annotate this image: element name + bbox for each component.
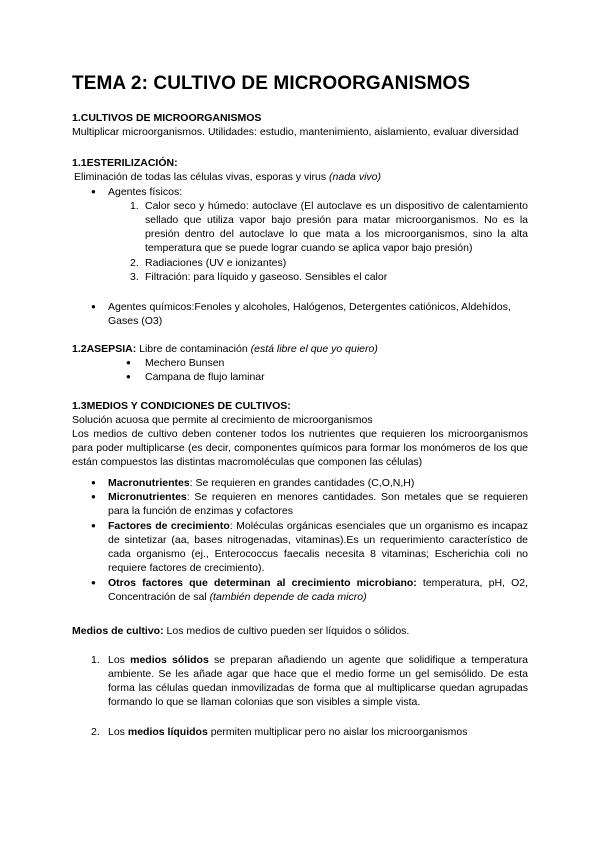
list-number: 2. (91, 726, 100, 738)
list-item-radiaciones: Radiaciones (UV e ionizantes) (145, 257, 287, 269)
list-item-macronutrientes (108, 476, 528, 490)
esterilizacion-text: Eliminación de todas las células vivas, esporas y virus (74, 171, 327, 183)
micronutrientes-text: : Se requieren en menores cantidades. Son metales que se requieren para la función de enzimas y cofactores (108, 491, 528, 517)
bullet-icon: ● (126, 358, 131, 367)
section-heading-cultivos: 1.CULTIVOS DE MICROORGANISMOS (72, 112, 262, 124)
bullet-icon: ● (91, 521, 96, 530)
medios-definition: Solución acuosa que permite al crecimiento de microorganismos (72, 414, 373, 426)
macronutrientes-term: Macronutrientes (108, 477, 190, 489)
medios-solidos-pre: Los (108, 654, 131, 666)
page-title: TEMA 2: CULTIVO DE MICROORGANISMOS (72, 73, 471, 94)
section-heading-medios: 1.3MEDIOS Y CONDICIONES DE CULTIVOS: (72, 400, 291, 412)
list-item-filtracion: Filtración: para líquido y gaseoso. Sensibles el calor (145, 271, 388, 283)
bullet-icon: ● (91, 578, 96, 587)
bullet-icon: ● (91, 478, 96, 487)
section-heading-asepsia: 1.2ASEPSIA: (72, 343, 137, 355)
medios-liquidos-pre: Los (108, 726, 128, 738)
macronutrientes-text: : Se requieren en grandes cantidades (C,O,N,H) (189, 477, 415, 489)
asepsia-note: (está libre el que yo quiero) (250, 343, 378, 355)
asepsia-text: Libre de contaminación (136, 343, 251, 355)
bullet-icon: ● (91, 302, 96, 311)
list-item-agentes-fisicos: Agentes físicos: (108, 186, 183, 198)
medios-solidos-text: se preparan añadiendo un agente que solidifique a temperatura ambiente. Se les añade agar que hace que el medio forme un gel semisólido. De esta forma las células quedan inmovilizadas de forma que al multiplicarse quedan agrupadas formando lo que se llaman colonias que son visibles a simple vista. (108, 654, 528, 708)
bullet-icon: ● (91, 187, 96, 196)
otros-factores-note: (también depende de cada micro) (209, 591, 367, 603)
otros-factores-text: temperatura, pH, O2, Concentración de sal (108, 577, 529, 603)
esterilizacion-definition (74, 170, 534, 184)
micronutrientes-term: Micronutrientes (108, 491, 187, 503)
list-number: 2. (130, 257, 139, 269)
list-item-agentes-quimicos: Agentes químicos:Fenoles y alcoholes, Halógenos, Detergentes catiónicos, Aldehídos, Gases (O3) (108, 301, 511, 327)
medios-cultivo-text: Los medios de cultivo pueden ser líquidos o sólidos. (163, 625, 410, 637)
medios-paragraph: Los medios de cultivo deben contener todos los nutrientes que requieren los microorganismos para poder multiplicarse (es decir, componentes químicos para formar los monómeros de los que están compuestos las distintas macromoléculas que componen las células) (72, 428, 528, 468)
list-number: 3. (130, 271, 139, 283)
section-heading-esterilizacion: 1.1ESTERILIZACIÓN: (72, 157, 178, 169)
asepsia-line (72, 342, 532, 356)
otros-factores-term: Otros factores que determinan al crecimiento microbiano: (108, 577, 417, 589)
list-number: 1. (130, 200, 139, 212)
factores-text: : Moléculas orgánicas esenciales que un organismo es incapaz de sintetizar (aa, bases nitrogenadas, vitaminas).Es un requerimiento característico de cada organismo (ej., Enterococcus faecalis necesita 8 vitaminas; Escherichia coli no requiere factores de crecimiento). (108, 520, 529, 574)
bullet-icon: ● (91, 492, 96, 501)
section-text-cultivos: Multiplicar microorganismos. Utilidades: estudio, mantenimiento, aislamiento, evaluar diversidad (72, 126, 519, 138)
factores-term: Factores de crecimiento (108, 520, 230, 532)
list-item-calor: Calor seco y húmedo: autoclave (El autoclave es un dispositivo de calentamiento sellado que utiliza vapor bajo presión para matar microorganismos. No es la presión dentro del autoclave lo que mata a los microorganismos, sino la alta temperatura que se puede lograr cuando se aplica vapor bajo presión) (145, 200, 528, 254)
esterilizacion-note: (nada vivo) (329, 171, 381, 183)
medios-liquidos-text: permiten multiplicar pero no aislar los microorganismos (207, 726, 468, 738)
list-number: 1. (91, 654, 100, 666)
list-item-medios-solidos (108, 653, 528, 709)
list-item-factores (108, 519, 528, 575)
medios-cultivo-term: Medios de cultivo: (72, 625, 164, 637)
medios-liquidos-term: medios líquidos (127, 726, 208, 738)
medios-solidos-term: medios sólidos (130, 654, 209, 666)
list-item-micronutrientes (108, 490, 528, 518)
bullet-icon: ● (126, 372, 131, 381)
medios-cultivo-line (72, 624, 532, 638)
list-item-otros-factores (108, 576, 528, 604)
list-item-campana: Campana de flujo laminar (145, 371, 265, 383)
list-item-mechero: Mechero Bunsen (145, 357, 225, 369)
list-item-medios-liquidos (108, 725, 528, 739)
